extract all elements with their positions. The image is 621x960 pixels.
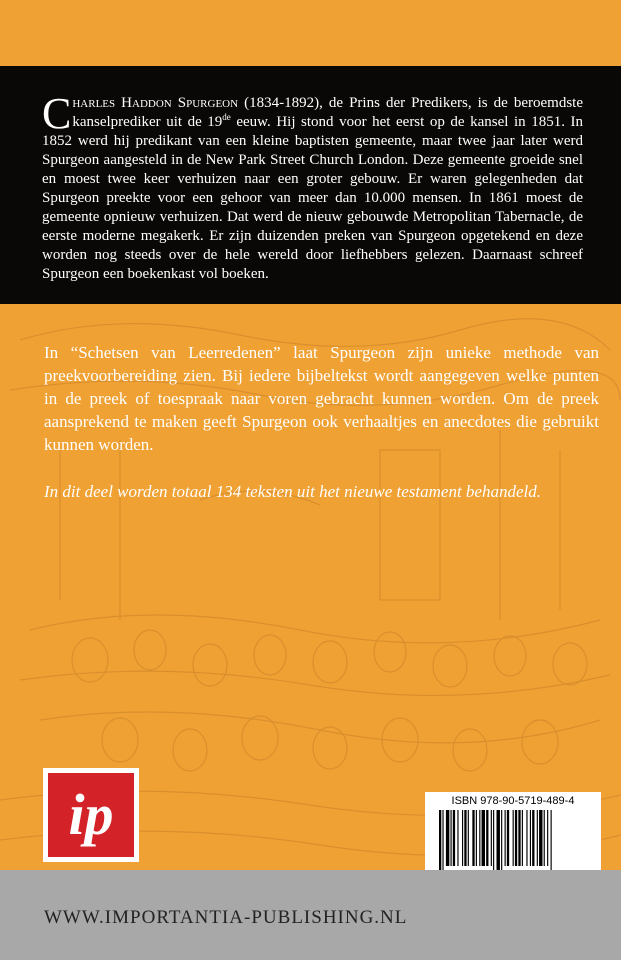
isbn-label: ISBN 978-90-5719-489-4 (451, 795, 575, 807)
footer-band (0, 870, 621, 960)
publisher-url: WWW.IMPORTANTIA-PUBLISHING.NL (44, 907, 408, 928)
author-name: harles Haddon Spurgeon (72, 95, 239, 111)
logo-letters (43, 768, 139, 862)
book-note: In dit deel worden totaal 134 teksten uit het nieuwe testament behandeld. (44, 482, 541, 501)
barcode-icon (433, 810, 593, 872)
bio-line1: (1834-1892), de Prins der Predikers, is de beroemdste kanselprediker uit de 19 (72, 95, 583, 130)
biography-text (42, 89, 583, 284)
bio-rest: eeuw. Hij stond voor het eerst op de kansel in 1851. In 1852 werd hij predikant van een kleine baptisten gemeente, maar twee jaar later werd Spurgeon aangesteld in de New Park Street Church London. Deze gemeente groeide snel en moest twee keer verhuizen naar een groter gebouw. Er waren gelegenheden dat Spurgeon preekte voor een gehoor van meer dan 10.000 mensen. In 1861 moest de gemeente opnieuw verhuizen. Dat werd de nieuw gebouwde Metropolitan Tabernacle, de eerste moderne megakerk. Er zijn duizenden preken van Spurgeon opgetekend en deze worden nog steeds over de hele wereld door liefhebbers gelezen. Daarnaast schreef Spurgeon een boekenkast vol boeken. (42, 114, 583, 282)
book-description: In “Schetsen van Leerredenen” laat Spurgeon zijn unieke methode van preekvoorbereiding zien. Bij iedere bijbeltekst wordt aangegeven welke punten in de preek of toespraak naar voren gebracht kunnen worden. Om de preek aansprekend te maken geeft Spurgeon ook verhaaltjes en anecdotes die gebruikt kunnen worden. (44, 343, 599, 454)
publisher-logo (43, 768, 139, 862)
logo-text: ip (68, 782, 114, 847)
drop-cap: C (42, 89, 72, 138)
bio-superscript: de (222, 112, 231, 122)
